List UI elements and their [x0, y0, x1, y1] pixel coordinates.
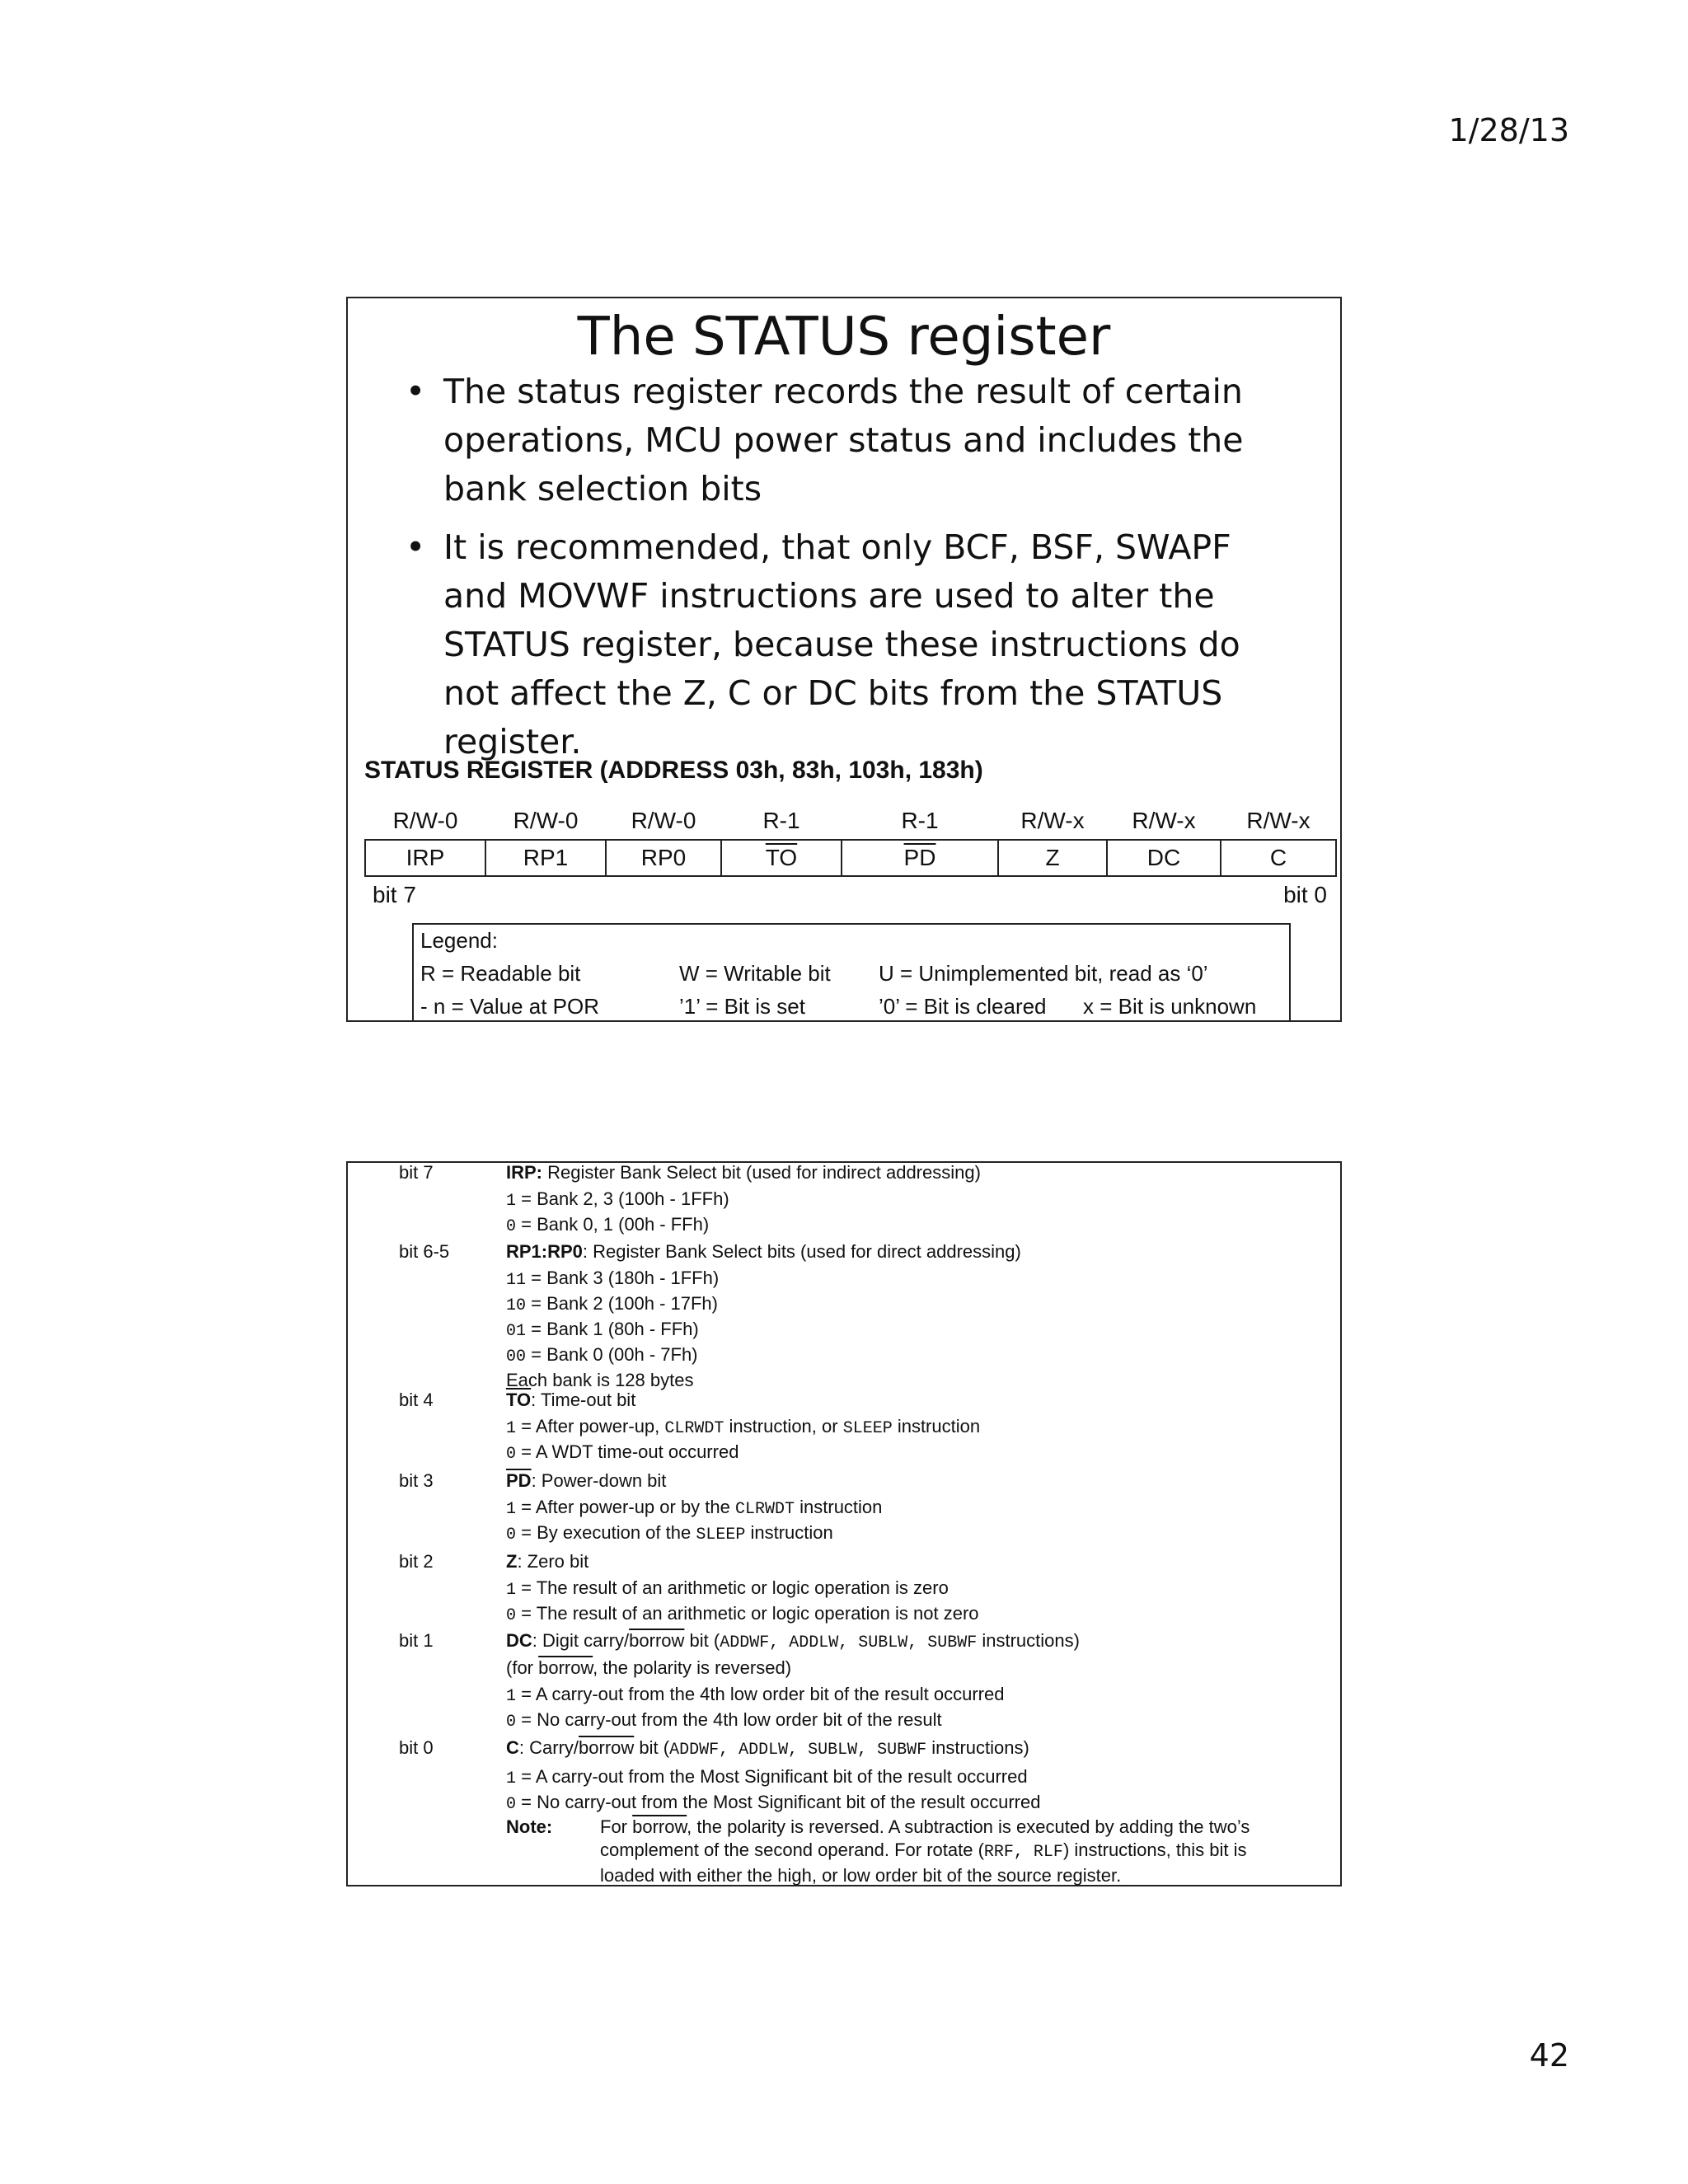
value-code: 0 [506, 1795, 517, 1814]
bit-name-to: $\overline{TO}$ [765, 845, 798, 870]
value-code: 11 [506, 1271, 527, 1290]
bit-desc: Register Bank Select bit (used for indirect addressing) [542, 1162, 981, 1183]
value-text: instruction, or [724, 1416, 843, 1436]
bit-cell-rp0: RP0 [606, 840, 721, 876]
value-text: = After power-up, [516, 1416, 665, 1436]
borrow-text: borrow [538, 1657, 593, 1678]
instruction-code: ADDWF, ADDLW, SUBLW, SUBWF [720, 1633, 978, 1652]
value-text: = Bank 0, 1 (00h - FFh) [516, 1214, 710, 1235]
note-text: , the polarity is reversed. A subtraction is executed by adding the two’s [687, 1816, 1250, 1837]
register-bit-table [364, 803, 1337, 877]
access-cell: R/W-0 [513, 808, 579, 833]
borrow-text: borrow [629, 1630, 685, 1651]
value-text: = Bank 2, 3 (100h - 1FFh) [516, 1188, 729, 1209]
borrow-text: borrow [579, 1737, 635, 1758]
bit-desc: bit ( [634, 1737, 670, 1758]
bullet-text: The status register records the result of certain operations, MCU power status and includes the bank selection bits [443, 372, 1244, 509]
bit-label: bit 7 [399, 1162, 434, 1183]
bit-desc: (for [506, 1657, 539, 1678]
access-cell: R/W-x [1246, 808, 1311, 833]
bit-desc: instructions) [926, 1737, 1029, 1758]
value-code: 1 [506, 1687, 517, 1706]
register-title: STATUS REGISTER (ADDRESS 03h, 83h, 103h, 183h) [364, 757, 983, 784]
bit-cell-z: Z [998, 840, 1107, 876]
bullet-item [406, 368, 1296, 513]
legend-set: ’1’ = Bit is set [679, 994, 805, 1019]
value-code: 0 [506, 1217, 517, 1236]
instruction-code: SLEEP [842, 1419, 893, 1438]
access-cell: R/W-0 [631, 808, 696, 833]
legend-cleared: ’0’ = Bit is cleared [879, 994, 1047, 1019]
bit-name-row [365, 840, 1336, 876]
bullet-list [406, 368, 1296, 776]
note-text: For [600, 1816, 633, 1837]
instruction-code: CLRWDT [664, 1419, 724, 1438]
bullet-item [406, 523, 1296, 766]
value-text: = Bank 0 (00h - 7Fh) [526, 1344, 698, 1365]
value-text: = A carry-out from the Most Significant bit of the result occurred [516, 1766, 1028, 1787]
bit-desc: : Zero bit [517, 1551, 589, 1572]
value-code: 0 [506, 1526, 517, 1544]
bit-cell-rp1: RP1 [485, 840, 606, 876]
bit-label: bit 3 [399, 1470, 434, 1491]
bit-0-label: bit 0 [1283, 882, 1327, 907]
bit-desc: instructions) [977, 1630, 1080, 1651]
value-text: = Bank 1 (80h - FFh) [526, 1319, 699, 1339]
note-text: loaded with either the high, or low order bit of the source register. [600, 1865, 1122, 1886]
bit-desc: : Digit carry/ [532, 1630, 630, 1651]
bit-label: bit 6-5 [399, 1241, 450, 1262]
value-text: = By execution of the [516, 1522, 696, 1543]
value-text: = A carry-out from the 4th low order bit of the result occurred [516, 1684, 1005, 1704]
legend-title: Legend: [420, 928, 498, 953]
value-text: instruction [795, 1497, 883, 1517]
bit-name: $\overline{TO}$ [506, 1390, 532, 1410]
slide-title: The STATUS register [577, 307, 1111, 368]
access-row [365, 803, 1336, 840]
legend-readable: R = Readable bit [420, 961, 581, 986]
bit-name: Z [506, 1551, 518, 1572]
legend-box [412, 923, 1291, 1022]
bit-label: bit 1 [399, 1630, 434, 1651]
value-code: 0 [506, 1445, 517, 1464]
bit-desc: : Power-down bit [531, 1470, 667, 1491]
note-text: ) instructions, this bit is [1062, 1840, 1247, 1860]
borrow-text: borrow [632, 1816, 687, 1837]
bit-cell-c: C [1221, 840, 1336, 876]
value-text: = Bank 2 (100h - 17Fh) [526, 1293, 718, 1314]
bit-desc: : Carry/ [518, 1737, 579, 1758]
value-code: 1 [506, 1419, 517, 1438]
bit-desc: , the polarity is reversed) [593, 1657, 792, 1678]
access-cell: R/W-x [1020, 808, 1085, 833]
value-text: = No carry-out from the Most Significant bit of the result occurred [516, 1792, 1041, 1812]
legend-por: - n = Value at POR [420, 994, 600, 1019]
bit-cell-to [721, 840, 842, 876]
bit-label: bit 0 [399, 1737, 434, 1758]
bit-name: DC [506, 1630, 532, 1651]
value-code: 1 [506, 1769, 517, 1788]
value-code: 1 [506, 1500, 517, 1519]
legend-unknown: x = Bit is unknown [1083, 994, 1257, 1019]
access-cell: R-1 [901, 808, 939, 833]
page-date: 1/28/13 [1448, 112, 1569, 148]
note-text: complement of the second operand. For rotate ( [600, 1840, 984, 1860]
value-text: instruction [745, 1522, 833, 1543]
bit-cell-irp: IRP [365, 840, 485, 876]
bit-desc: bit ( [684, 1630, 720, 1651]
value-code: 0 [506, 1713, 517, 1732]
value-text: instruction [892, 1416, 981, 1436]
bit-desc: : Time-out bit [531, 1390, 636, 1410]
page-number: 42 [1529, 2037, 1569, 2074]
bullet-text: It is recommended, that only BCF, BSF, SWAPF and MOVWF instructions are used to alter the STATUS register, because these instructions do not affect the Z, C or DC bits from the STATUS register. [443, 527, 1240, 762]
value-code: 1 [506, 1192, 517, 1211]
value-text: = No carry-out from the 4th low order bit of the result [516, 1709, 942, 1730]
bit-label: bit 4 [399, 1390, 434, 1410]
instruction-code: SLEEP [696, 1526, 746, 1544]
value-text: = After power-up or by the [516, 1497, 735, 1517]
access-cell: R-1 [762, 808, 800, 833]
instruction-code: CLRWDT [735, 1500, 795, 1519]
value-code: 0 [506, 1606, 517, 1625]
bit-7-label: bit 7 [373, 882, 416, 907]
value-code: 00 [506, 1347, 527, 1366]
bank-size-note: Each bank is 128 bytes [506, 1370, 694, 1390]
bullet-icon: • [406, 372, 426, 411]
bullet-icon: • [406, 527, 426, 567]
instruction-code: ADDWF, ADDLW, SUBLW, SUBWF [669, 1741, 927, 1760]
instruction-code: RRF, RLF [983, 1843, 1063, 1862]
value-code: 01 [506, 1322, 527, 1341]
bit-name: $\overline{PD}$ [506, 1470, 532, 1491]
slide-status-bit-descriptions [346, 1161, 1342, 1886]
bit-label: bit 2 [399, 1551, 434, 1572]
slide-status-register [346, 297, 1342, 1022]
bit-cell-dc: DC [1107, 840, 1221, 876]
value-text: = The result of an arithmetic or logic operation is not zero [516, 1603, 979, 1624]
bit-name: IRP: [506, 1162, 542, 1183]
legend-unimplemented: U = Unimplemented bit, read as ‘0’ [879, 961, 1208, 986]
bit-desc: : Register Bank Select bits (used for direct addressing) [582, 1241, 1021, 1262]
note-label: Note: [506, 1816, 553, 1837]
bit-cell-pd [842, 840, 998, 876]
legend-writable: W = Writable bit [679, 961, 831, 986]
value-code: 1 [506, 1581, 517, 1600]
value-text: = The result of an arithmetic or logic operation is zero [516, 1577, 949, 1598]
value-text: = Bank 3 (180h - 1FFh) [526, 1268, 720, 1288]
bit-name-pd: $\overline{PD}$ [903, 845, 936, 870]
bit-name: RP1:RP0 [506, 1241, 583, 1262]
bit-name: C [506, 1737, 519, 1758]
value-text: = A WDT time-out occurred [516, 1441, 739, 1462]
value-code: 10 [506, 1296, 527, 1315]
access-cell: R/W-0 [392, 808, 458, 833]
access-cell: R/W-x [1132, 808, 1196, 833]
